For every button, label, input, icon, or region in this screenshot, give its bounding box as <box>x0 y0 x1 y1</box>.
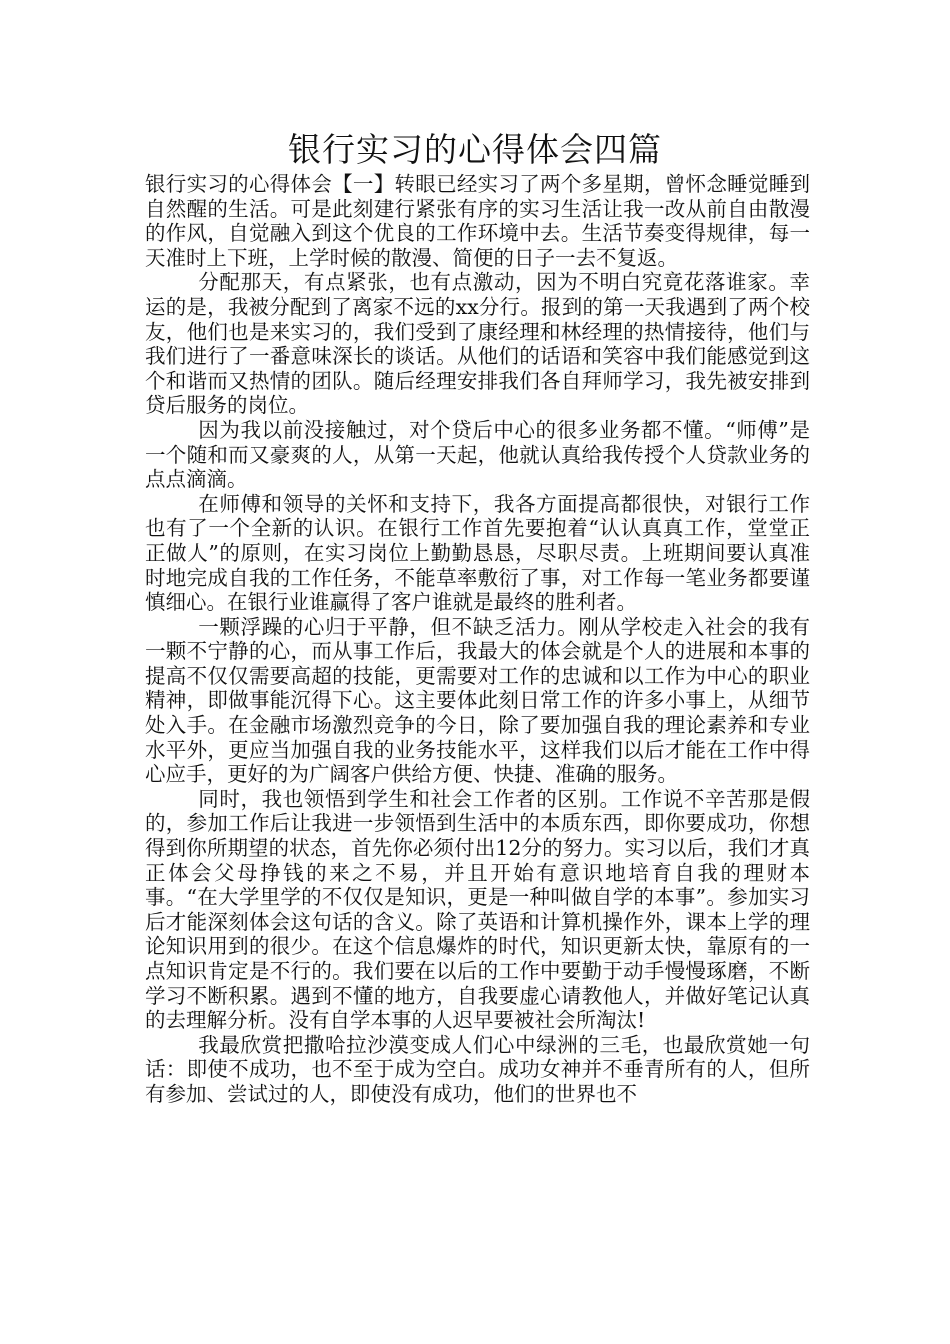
paragraph: 一颗浮躁的心归于平静，但不缺乏活力。刚从学校走入社会的我有一颗不宁静的心，而从事工作后，我最大的体会就是个人的进展和本事的提高不仅仅需要高超的技能，更需要对工作的忠诚和以工作为中心的职业精神，即做事能沉得下心。这主要体此刻日常工作的许多小事上，从细节处入手。在金融市场激烈竞争的今日，除了要加强自我的理论素养和专业水平外，更应当加强自我的业务技能水平，这样我们以后才能在工作中得心应手，更好的为广阔客户供给方便、快捷、准确的服务。 <box>145 614 810 787</box>
document-body <box>145 172 810 1107</box>
paragraph: 我最欣赏把撒哈拉沙漠变成人们心中绿洲的三毛，也最欣赏她一句话：即使不成功，也不至于成为空白。成功女神并不垂青所有的人，但所有参加、尝试过的人，即使没有成功，他们的世界也不 <box>145 1032 810 1106</box>
document-title: 银行实习的心得体会四篇 <box>288 130 662 169</box>
paragraph: 在师傅和领导的关怀和支持下，我各方面提高都很快，对银行工作也有了一个全新的认识。在银行工作首先要抱着“认认真真工作，堂堂正正做人”的原则，在实习岗位上勤勤恳恳，尽职尽责。上班期间要认真准时地完成自我的工作任务，不能草率敷衍了事，对工作每一笔业务都要谨慎细心。在银行业谁赢得了客户谁就是最终的胜利者。 <box>145 491 810 615</box>
paragraph: 因为我以前没接触过，对个贷后中心的很多业务都不懂。“师傅”是一个随和而又豪爽的人，从第一天起，他就认真给我传授个人贷款业务的点点滴滴。 <box>145 417 810 492</box>
paragraph: 分配那天，有点紧张，也有点激动，因为不明白究竟花落谁家。幸运的是，我被分配到了离家不远的xx分行。报到的第一天我遇到了两个校友，他们也是来实习的，我们受到了康经理和林经理的热情接待，他们与我们进行了一番意味深长的谈话。从他们的话语和笑容中我们能感觉到这个和谐而又热情的团队。随后经理安排我们各自拜师学习，我先被安排到贷后服务的岗位。 <box>145 270 810 418</box>
paragraph: 银行实习的心得体会【一】转眼已经实习了两个多星期，曾怀念睡觉睡到自然醒的生活。可是此刻建行紧张有序的实习生活让我一改从前自由散漫的作风，自觉融入到这个优良的工作环境中去。生活节奏变得规律，每一天准时上下班，上学时候的散漫、简便的日子一去不复返。 <box>145 172 810 270</box>
paragraph: 同时，我也领悟到学生和社会工作者的区别。工作说不辛苦那是假的，参加工作后让我进一步领悟到生活中的本质东西，即你要成功，你想得到你所期望的状态，首先你必须付出12分的努力。实习以后，我们才真正体会父母挣钱的来之不易，并且开始有意识地培育自我的理财本事。“在大学里学的不仅仅是知识，更是一种叫做自学的本事”。参加实习后才能深刻体会这句话的含义。除了英语和计算机操作外，课本上学的理论知识用到的很少。在这个信息爆炸的时代，知识更新太快，靠原有的一点知识肯定是不行的。我们要在以后的工作中要勤于动手慢慢琢磨，不断学习不断积累。遇到不懂的地方，自我要虚心请教他人，并做好笔记认真的去理解分析。没有自学本事的人迟早要被社会所淘汰! <box>145 786 810 1033</box>
